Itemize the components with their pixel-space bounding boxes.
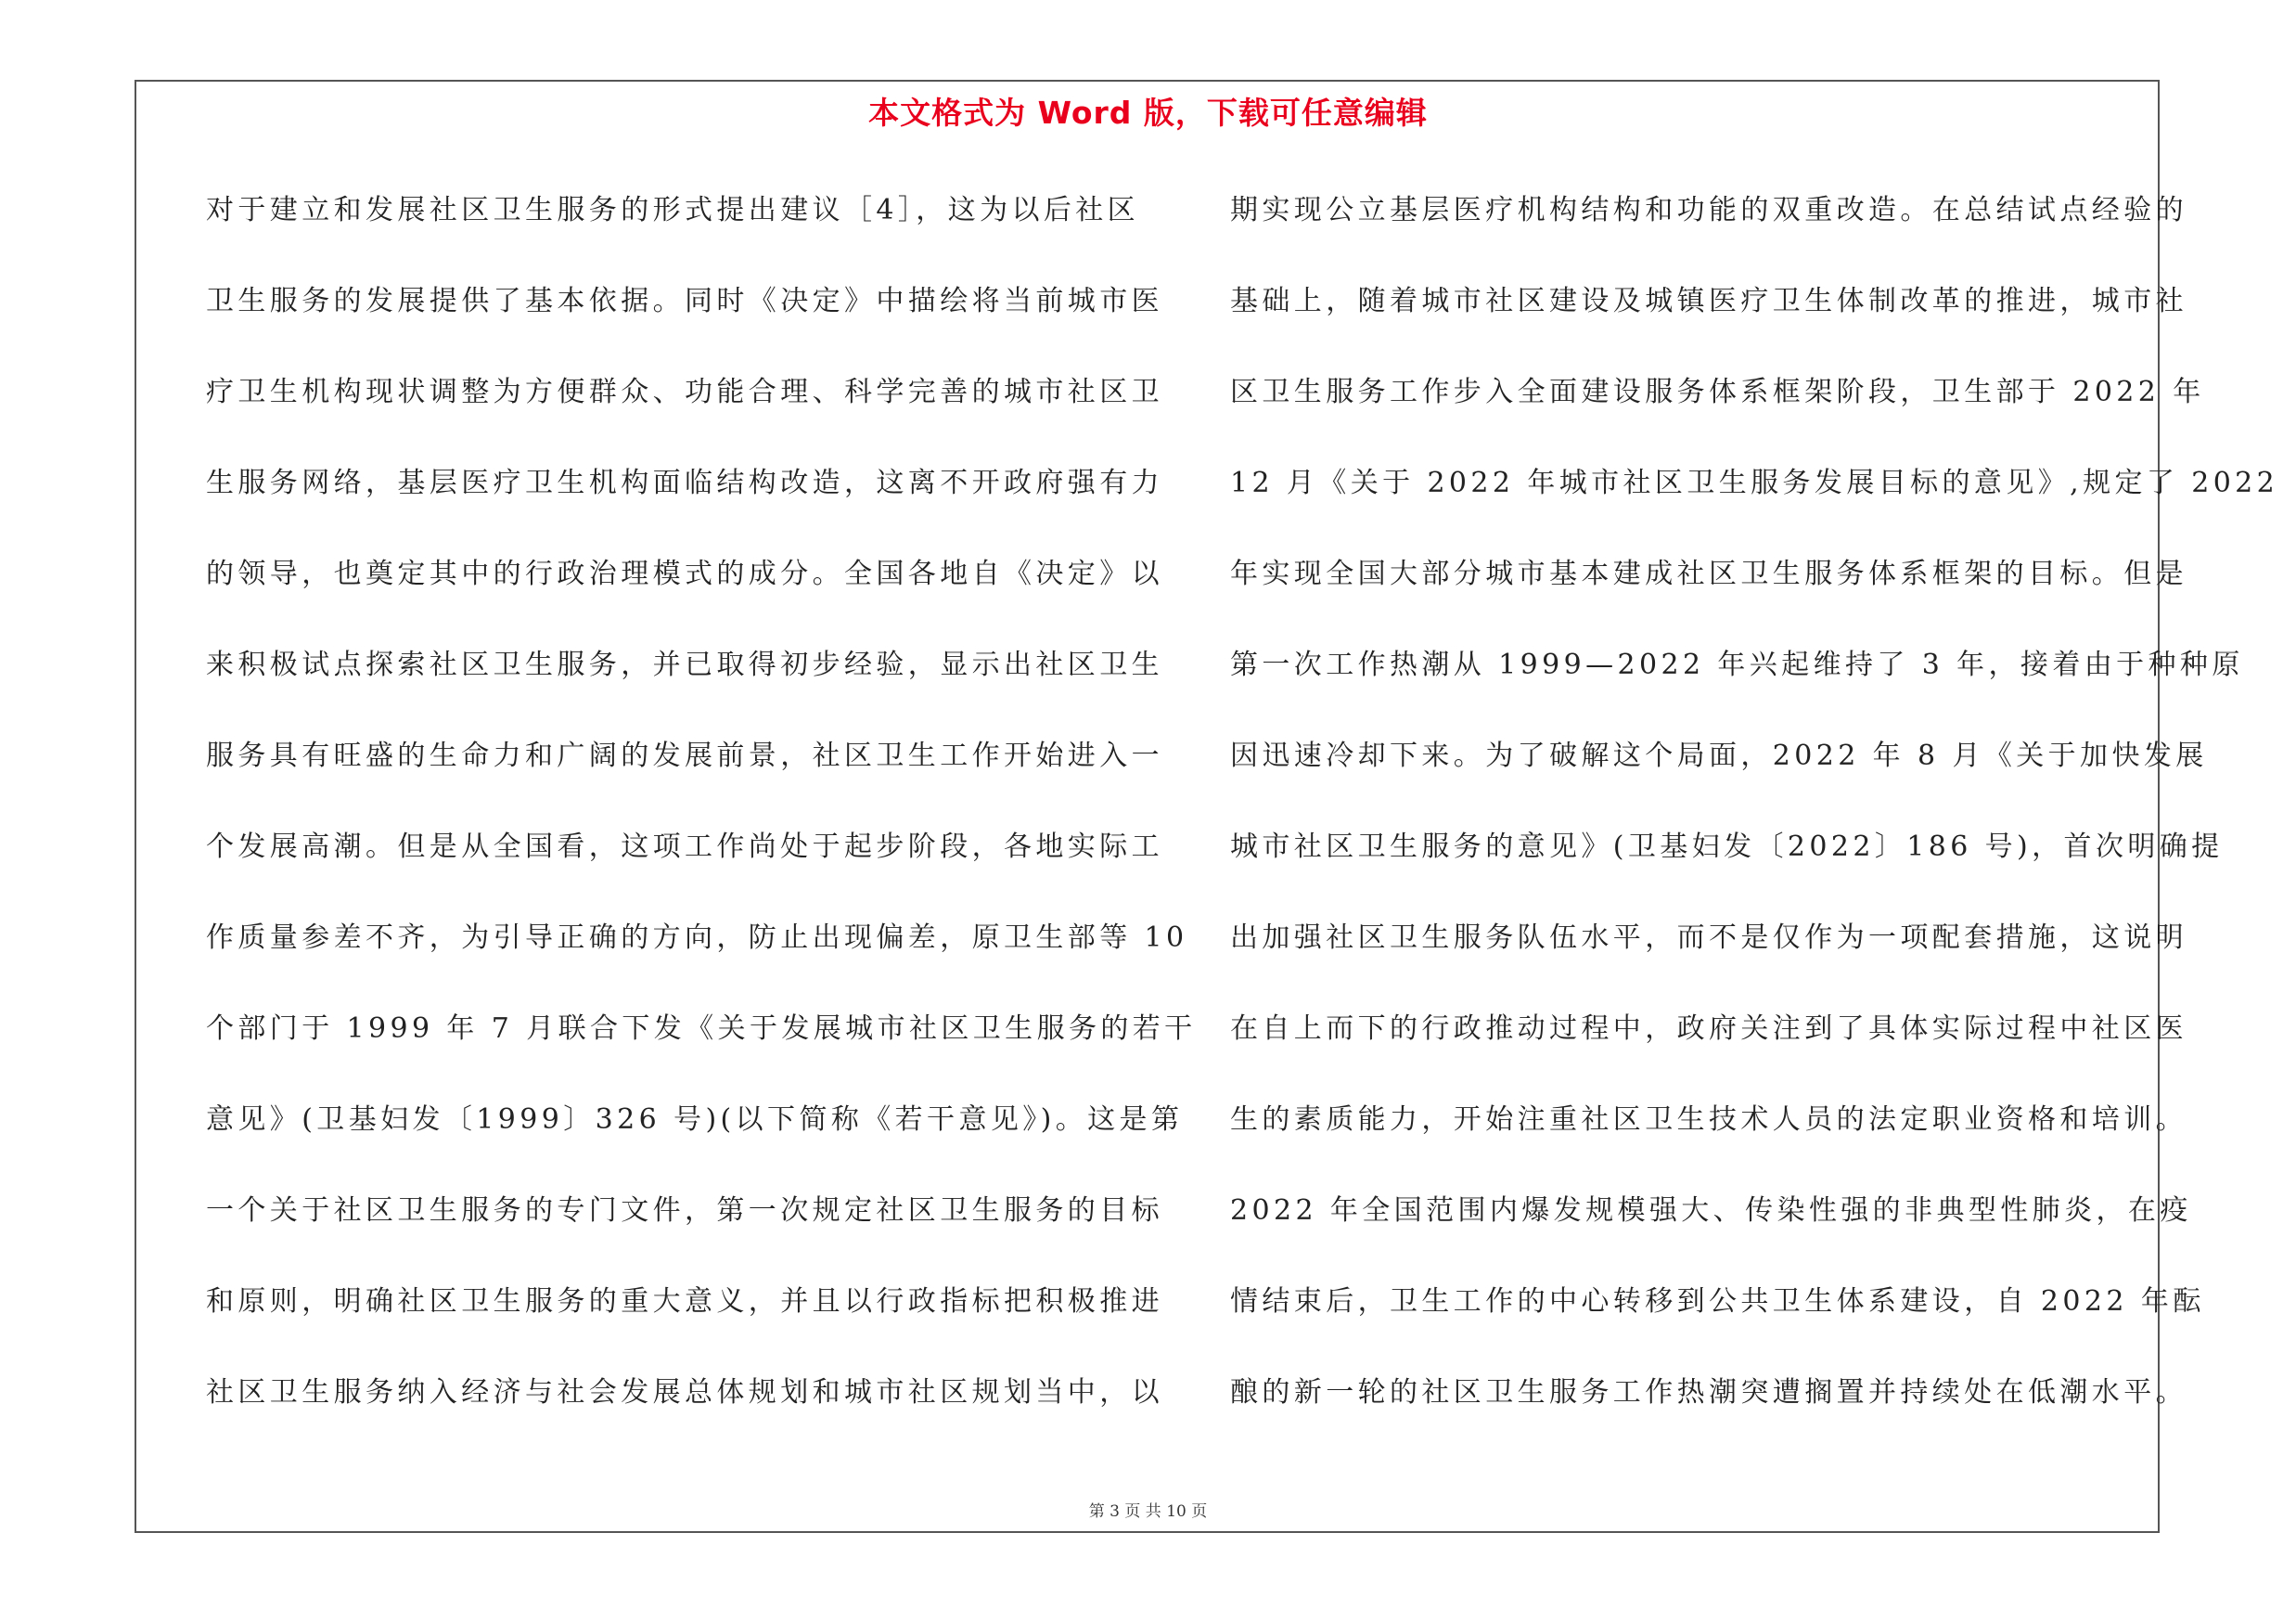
text-line: 来积极试点探索社区卫生服务，并已取得初步经验，显示出社区卫生 xyxy=(206,649,1163,681)
text-line: 和原则，明确社区卫生服务的重大意义，并且以行政指标把积极推进 xyxy=(206,1285,1163,1318)
page-number-footer: 第 3 页 共 10 页 xyxy=(1088,1502,1208,1521)
text-line: 的领导，也奠定其中的行政治理模式的成分。全国各地自《决定》以 xyxy=(206,558,1163,590)
text-line: 出加强社区卫生服务队伍水平，而不是仅作为一项配套措施，这说明 xyxy=(1230,921,2187,954)
text-line: 区卫生服务工作步入全面建设服务体系框架阶段，卫生部于 2022 年 xyxy=(1230,376,2205,408)
text-line: 年实现全国大部分城市基本建成社区卫生服务体系框架的目标。但是 xyxy=(1230,558,2187,590)
text-line: 在自上而下的行政推动过程中，政府关注到了具体实际过程中社区医 xyxy=(1230,1012,2187,1045)
text-line: 卫生服务的发展提供了基本依据。同时《决定》中描绘将当前城市医 xyxy=(206,285,1163,317)
text-line: 意见》(卫基妇发〔1999〕326 号)(以下简称《若干意见》)。这是第 xyxy=(206,1103,1184,1136)
left-text-column xyxy=(206,186,1197,1459)
text-line: 生的素质能力，开始注重社区卫生技术人员的法定职业资格和培训。 xyxy=(1230,1103,2187,1136)
text-line: 情结束后，卫生工作的中心转移到公共卫生体系建设，自 2022 年酝 xyxy=(1230,1285,2205,1318)
right-text-column xyxy=(1230,186,2279,1459)
text-line: 疗卫生机构现状调整为方便群众、功能合理、科学完善的城市社区卫 xyxy=(206,376,1163,408)
text-line: 基础上，随着城市社区建设及城镇医疗卫生体制改革的推进，城市社 xyxy=(1230,285,2187,317)
text-line: 服务具有旺盛的生命力和广阔的发展前景，社区卫生工作开始进入一 xyxy=(206,740,1163,772)
text-line: 2022 年全国范围内爆发规模强大、传染性强的非典型性肺炎，在疫 xyxy=(1230,1194,2192,1227)
text-line: 生服务网络，基层医疗卫生机构面临结构改造，这离不开政府强有力 xyxy=(206,467,1163,499)
text-line: 作质量参差不齐，为引导正确的方向，防止出现偏差，原卫生部等 10 xyxy=(206,921,1188,954)
text-line: 第一次工作热潮从 1999—2022 年兴起维持了 3 年，接着由于种种原 xyxy=(1230,649,2244,681)
text-line: 酿的新一轮的社区卫生服务工作热潮突遭搁置并持续处在低潮水平。 xyxy=(1230,1376,2187,1409)
text-line: 个部门于 1999 年 7 月联合下发《关于发展城市社区卫生服务的若干 xyxy=(206,1012,1197,1045)
text-line: 个发展高潮。但是从全国看，这项工作尚处于起步阶段，各地实际工 xyxy=(206,831,1163,863)
text-line: 因迅速冷却下来。为了破解这个局面，2022 年 8 月《关于加快发展 xyxy=(1230,740,2208,772)
text-line: 对于建立和发展社区卫生服务的形式提出建议［4］，这为以后社区 xyxy=(206,194,1140,226)
text-line: 期实现公立基层医疗机构结构和功能的双重改造。在总结试点经验的 xyxy=(1230,194,2187,226)
text-line: 社区卫生服务纳入经济与社会发展总体规划和城市社区规划当中，以 xyxy=(206,1376,1163,1409)
text-line: 12 月《关于 2022 年城市社区卫生服务发展目标的意见》,规定了 2022 xyxy=(1230,467,2279,499)
word-format-banner: 本文格式为 Word 版，下载可任意编辑 xyxy=(868,95,1428,131)
text-line: 城市社区卫生服务的意见》(卫基妇发〔2022〕186 号)，首次明确提 xyxy=(1230,831,2224,863)
text-line: 一个关于社区卫生服务的专门文件，第一次规定社区卫生服务的目标 xyxy=(206,1194,1163,1227)
